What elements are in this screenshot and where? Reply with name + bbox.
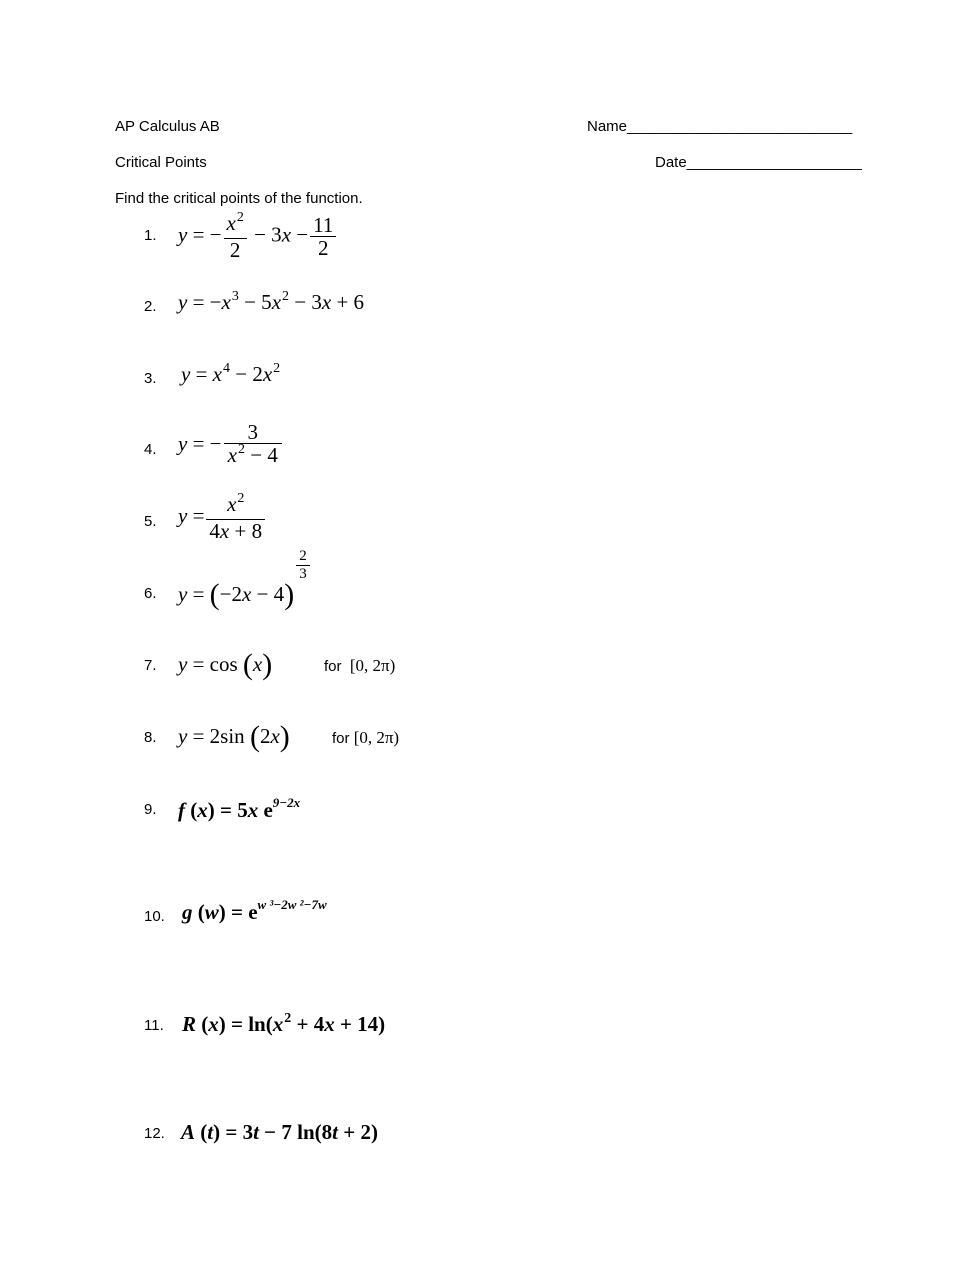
problem-number: 4. xyxy=(144,441,157,458)
problem-number: 6. xyxy=(144,585,157,602)
for-label: for xyxy=(332,730,350,747)
problem-number: 11. xyxy=(144,1017,164,1034)
problem-8-domain xyxy=(332,728,399,748)
problem-7-equation: y = cos (x) xyxy=(178,648,273,681)
problem-9-equation: f (x) = 5x $e^{9-2x}$ xyxy=(178,795,301,822)
topic-title: Critical Points xyxy=(115,154,207,171)
problem-1-equation: y = − $\frac{x^2}{2}$ − 3x − $\frac{11}{2}$ xyxy=(178,212,338,261)
problem-number: 10. xyxy=(144,908,165,925)
problem-10-equation: g $(w) = e^{w ^3-2w ^2-7w}$ xyxy=(182,897,327,924)
date-field-label: Date_____________________ xyxy=(655,154,862,171)
problem-11-equation: R $(x) = \ln(x^2 + 4x + 14)$ xyxy=(182,1011,386,1036)
problem-number: 7. xyxy=(144,657,157,674)
problem-7-domain xyxy=(324,656,395,676)
problem-4-equation: y = − $\frac{3}{x^2 - 4}$ xyxy=(178,421,284,470)
problem-3-equation: $y = x^4 - 2x^2$ xyxy=(181,361,281,386)
problem-number: 12. xyxy=(144,1125,165,1142)
problem-number: 9. xyxy=(144,801,157,818)
problem-6-equation: y = (−2x − 4) $\frac{2}{3}$ xyxy=(178,548,312,610)
instructions: Find the critical points of the function. xyxy=(115,190,363,207)
problem-number: 3. xyxy=(144,370,157,387)
problem-number: 2. xyxy=(144,298,157,315)
name-field-label: Name___________________________ xyxy=(587,118,853,135)
course-title: AP Calculus AB xyxy=(115,118,220,135)
problem-8-equation: y = 2sin (2x) xyxy=(178,720,290,753)
problem-number: 1. xyxy=(144,227,157,244)
problem-2-equation: $y = -x^3 - 5x^2 - 3x + 6$ xyxy=(178,289,365,314)
interval: [0, 2π) xyxy=(353,728,400,747)
problem-12-equation: A (t) = 3t − 7 ln(8t + 2) xyxy=(181,1120,378,1144)
problem-number: 5. xyxy=(144,513,157,530)
problem-number: 8. xyxy=(144,729,157,746)
for-label: for xyxy=(324,658,342,675)
interval: [0, 2π) xyxy=(349,656,396,675)
problem-5-equation: y = $\frac{x^2}{4x + 8}$ xyxy=(178,493,267,542)
